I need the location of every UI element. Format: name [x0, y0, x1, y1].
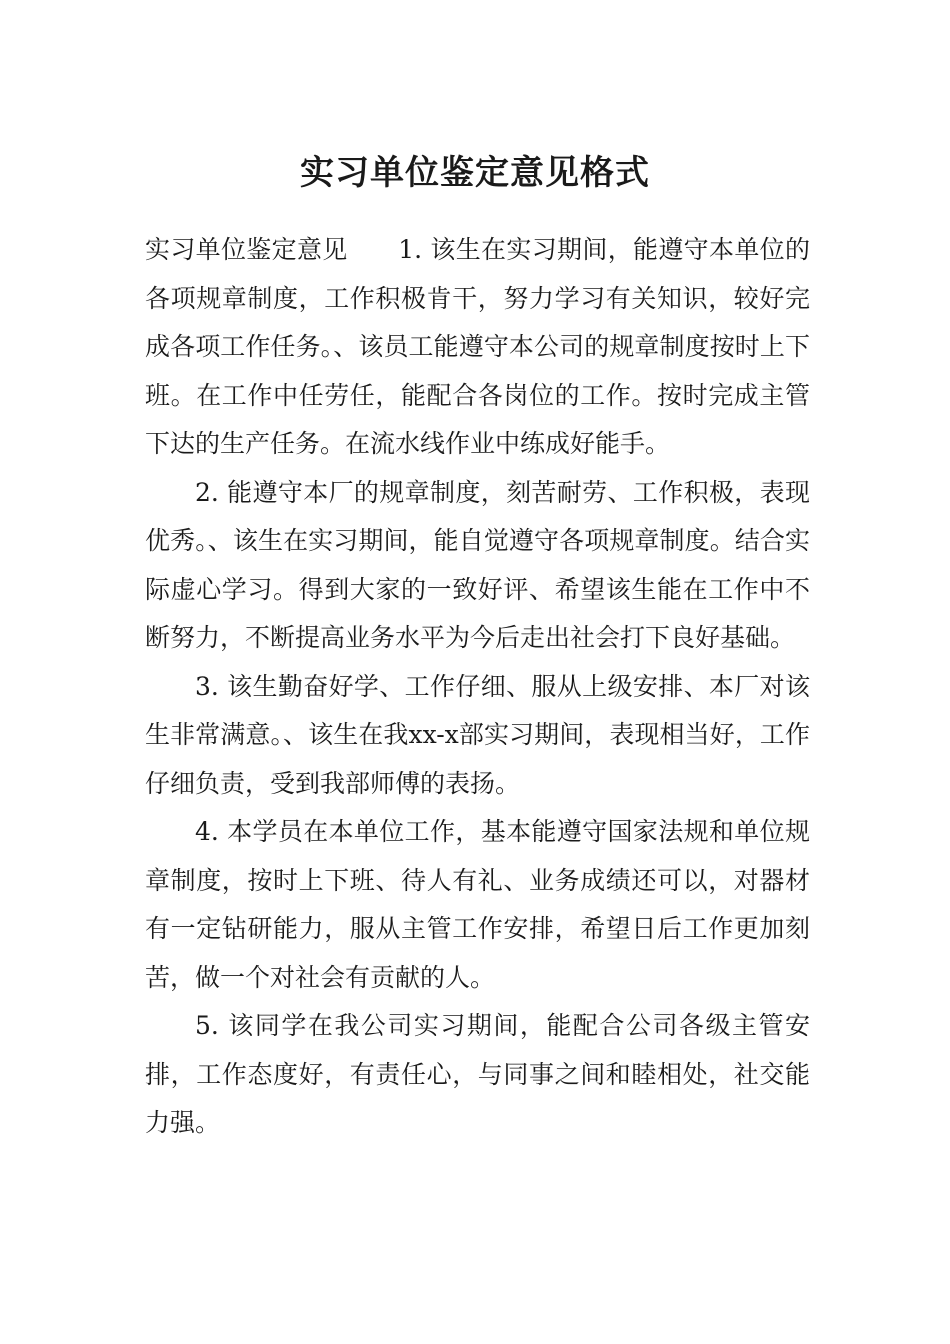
paragraph-intro-1: 实习单位鉴定意见 1. 该生在实习期间，能遵守本单位的各项规章制度，工作积极肯干，努力学习有关知识，较好完成各项工作任务。、该员工能遵守本公司的规章制度按时上下班。在工作中任劳任，能配合各岗位的工作。按时完成主管下达的生产任务。在流水线作业中练成好能手。: [145, 235, 810, 458]
paragraph-4: 4. 本学员在本单位工作，基本能遵守国家法规和单位规章制度，按时上下班、待人有礼、业务成绩还可以，对器材有一定钻研能力，服从主管工作安排，希望日后工作更加刻苦，做一个对社会有贡献的人。: [145, 817, 810, 992]
document-body: [145, 226, 810, 1148]
paragraph-5: 5. 该同学在我公司实习期间，能配合公司各级主管安排，工作态度好，有责任心，与同事之间和睦相处，社交能力强。: [145, 1011, 810, 1137]
document-title: 实习单位鉴定意见格式: [300, 152, 650, 193]
paragraph-3: 3. 该生勤奋好学、工作仔细、服从上级安排、本厂对该生非常满意。、该生在我xx-x部实习期间，表现相当好，工作仔细负责，受到我部师傅的表扬。: [145, 671, 810, 798]
paragraph-2: 2. 能遵守本厂的规章制度，刻苦耐劳、工作积极，表现优秀。、该生在实习期间，能自觉遵守各项规章制度。结合实际虚心学习。得到大家的一致好评、希望该生能在工作中不断努力，不断提高业务水平为今后走出社会打下良好基础。: [145, 477, 810, 652]
